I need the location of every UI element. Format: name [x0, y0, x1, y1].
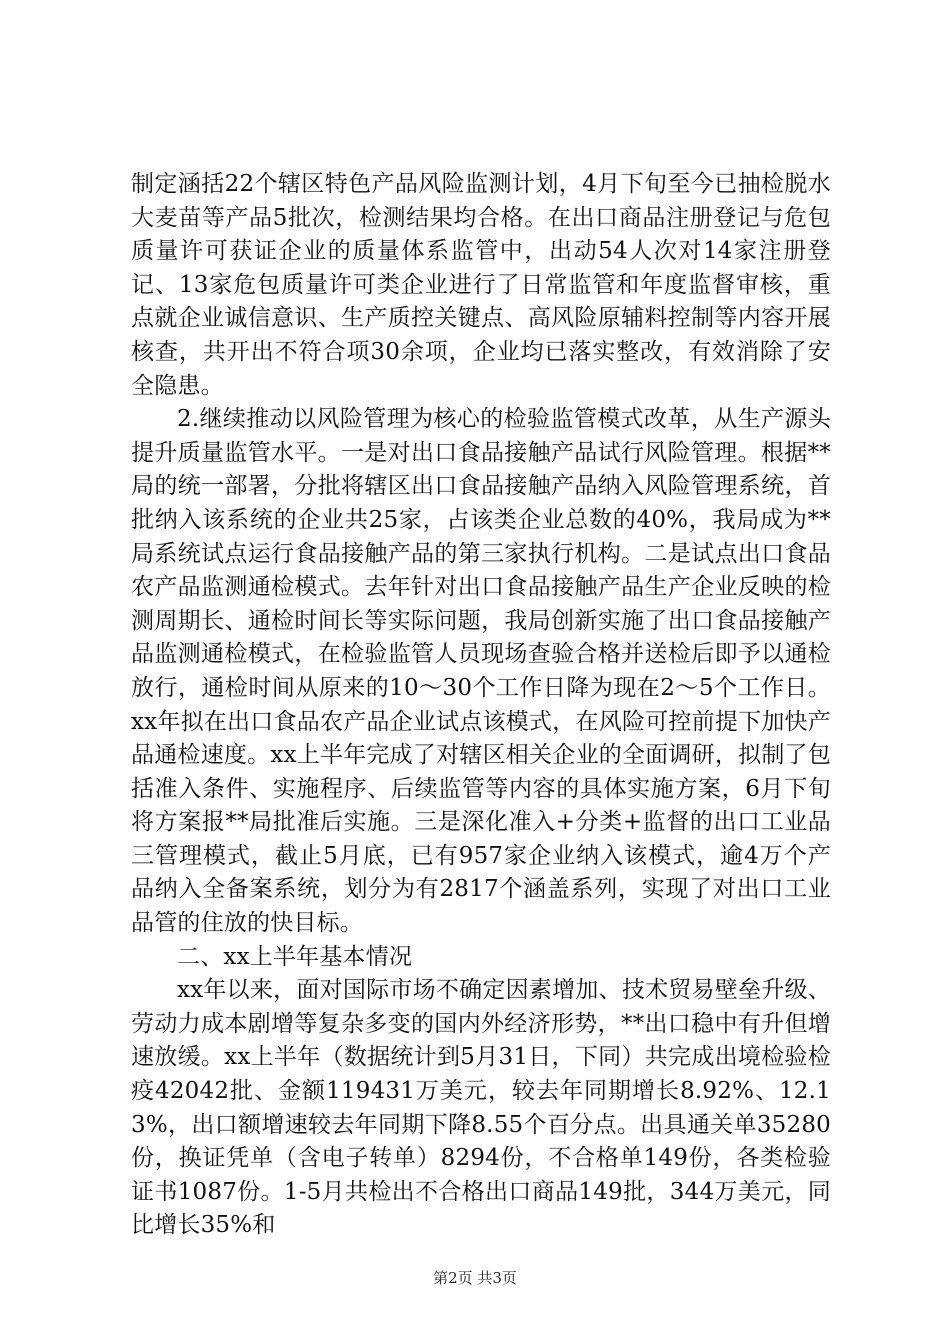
paragraph-basic-situation: xx年以来，面对国际市场不确定因素增加、技术贸易壁垒升级、劳动力成本剧增等复杂多变的国内外经济形势，**出口稳中有升但增速放缓。xx上半年（数据统计到5月31日，下同）共完成出境检验检疫42042批、金额119431万美元，较去年同期增长8.92%、12.13%，出口额增速较去年同期下降8.55个百分点。出具通关单35280份，换证凭单（含电子转单）8294份，不合格单149份，各类检验证书1087份。1-5月共检出不合格出口商品149批，344万美元，同比增长35%和: [131, 977, 831, 1239]
page-number-footer: 第2页 共3页: [433, 1269, 517, 1287]
document-body: [131, 168, 831, 1243]
paragraph-inspection-reform: 2.继续推动以风险管理为核心的检验监管模式改革，从生产源头提升质量监管水平。一是对出口食品接触产品试行风险管理。根据**局的统一部署，分批将辖区出口食品接触产品纳入风险管理系统，首批纳入该系统的企业共25家，占该类企业总数的40%，我局成为**局系统试点运行食品接触产品的第三家执行机构。二是试点出口食品农产品监测通检模式。去年针对出口食品接触产品生产企业反映的检测周期长、通检时间长等实际问题，我局创新实施了出口食品接触产品监测通检模式，在检验监管人员现场查验合格并送检后即予以通检放行，通检时间从原来的10～30个工作日降为现在2～5个工作日。xx年拟在出口食品农产品企业试点该模式，在风险可控前提下加快产品通检速度。xx上半年完成了对辖区相关企业的全面调研，拟制了包括准入条件、实施程序、后续监管等内容的具体实施方案，6月下旬将方案报**局批准后实施。三是深化准入+分类+监督的出口工业品三管理模式，截止5月底，已有957家企业纳入该模式，逾4万个产品纳入全备案系统，划分为有2817个涵盖系列，实现了对出口工业品管的住放的快目标。: [131, 406, 831, 937]
section-heading-basic-situation: 二、xx上半年基本情况: [177, 943, 413, 970]
paragraph-risk-monitoring: 制定涵括22个辖区特色产品风险监测计划，4月下旬至今已抽检脱水大麦苗等产品5批次，检测结果均合格。在出口商品注册登记与危包质量许可获证企业的质量体系监管中，出动54人次对14家注册登记、13家危包质量许可类企业进行了日常监管和年度监督审核，重点就企业诚信意识、生产质控关键点、高风险原辅料控制等内容开展核查，共开出不符合项30余项，企业均已落实整改，有效消除了安全隐患。: [131, 171, 831, 399]
